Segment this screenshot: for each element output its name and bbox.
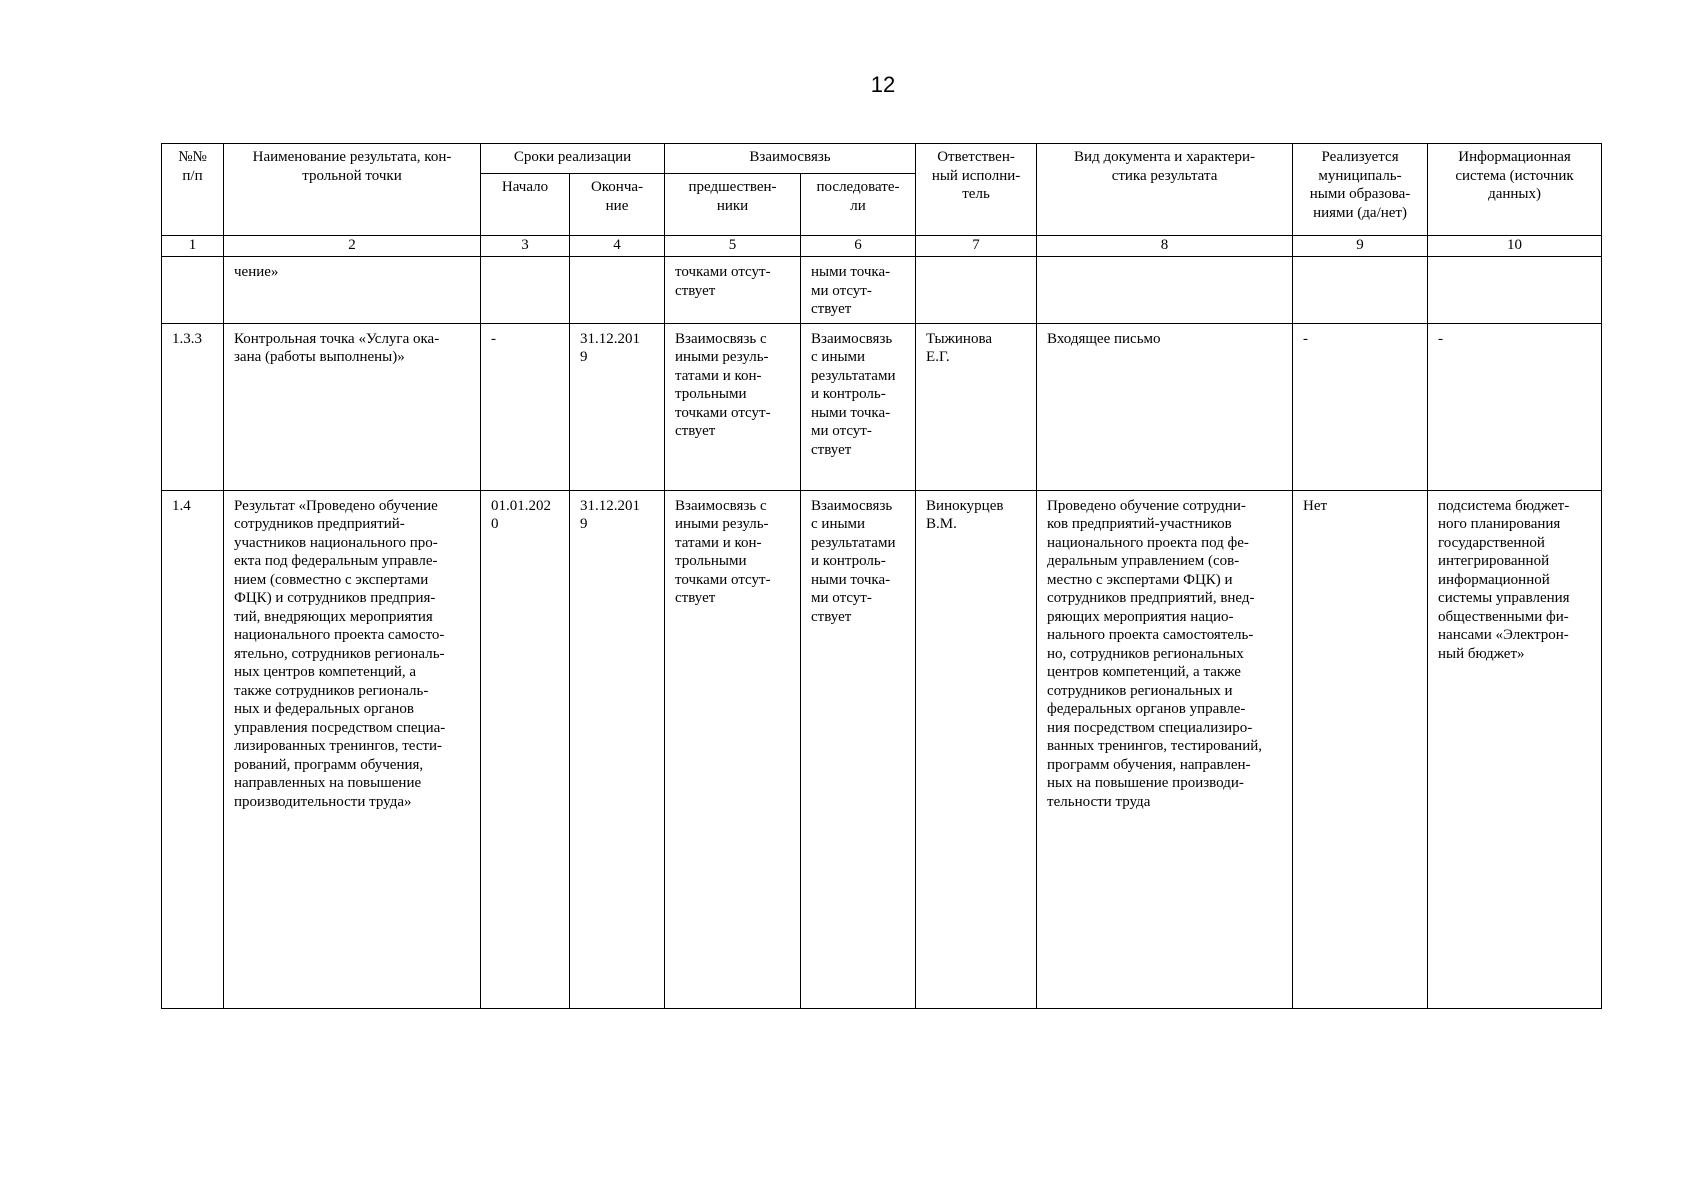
row-info-system (1428, 257, 1602, 324)
header-links-group: Взаимосвязь (665, 144, 916, 174)
row-num: 1.4 (162, 490, 224, 1008)
row-end: 31.12.201 9 (570, 490, 665, 1008)
results-table (161, 143, 1602, 1009)
header-info-system: Информационная система (источник данных) (1428, 144, 1602, 236)
row-name: Результат «Проведено обучение сотрудников предприятий- участников национального про- екта под федеральным управле- нием (совместно с экспертами ФЦК) и сотрудников предприя- тий, внедряющих мероприятия национального проекта самосто- ятельно, сотрудников региональ- ных центров компетенций, а также сотрудников региональ- ных и федеральных органов управления посредством специа- лизированных тренингов, тести- рований, программ обучения, направленных на повышение производительности труда» (224, 490, 481, 1008)
row-start (481, 257, 570, 324)
row-municipal (1293, 257, 1428, 324)
column-number: 4 (570, 236, 665, 257)
row-info-system: подсистема бюджет- ного планирования государственной интегрированной информационной системы управления общественными фи- нансами «Электрон- ный бюджет» (1428, 490, 1602, 1008)
row-predecessors: Взаимосвязь с иными резуль- татами и кон- трольными точками отсут- ствует (665, 490, 801, 1008)
row-responsible (916, 257, 1037, 324)
table-row (162, 490, 1602, 1008)
table-row (162, 323, 1602, 490)
header-successors: последовате- ли (801, 174, 916, 236)
row-document (1037, 257, 1293, 324)
row-municipal: - (1293, 323, 1428, 490)
row-num (162, 257, 224, 324)
row-successors: ными точка- ми отсут- ствует (801, 257, 916, 324)
row-end (570, 257, 665, 324)
row-name: чение» (224, 257, 481, 324)
header-responsible: Ответствен- ный исполни- тель (916, 144, 1037, 236)
header-start: Начало (481, 174, 570, 236)
row-municipal: Нет (1293, 490, 1428, 1008)
header-predecessors: предшествен- ники (665, 174, 801, 236)
column-number: 7 (916, 236, 1037, 257)
column-number-row (162, 236, 1602, 257)
row-end: 31.12.201 9 (570, 323, 665, 490)
row-num: 1.3.3 (162, 323, 224, 490)
row-predecessors: точками отсут- ствует (665, 257, 801, 324)
page-number: 12 (870, 72, 896, 97)
header-end: Оконча- ние (570, 174, 665, 236)
header-municipal: Реализуется муниципаль- ными образова- ниями (да/нет) (1293, 144, 1428, 236)
row-responsible: Винокурцев В.М. (916, 490, 1037, 1008)
column-number: 8 (1037, 236, 1293, 257)
column-number: 1 (162, 236, 224, 257)
row-name: Контрольная точка «Услуга ока- зана (работы выполнены)» (224, 323, 481, 490)
column-number: 10 (1428, 236, 1602, 257)
column-number: 9 (1293, 236, 1428, 257)
row-document: Входящее письмо (1037, 323, 1293, 490)
row-start: 01.01.202 0 (481, 490, 570, 1008)
row-predecessors: Взаимосвязь с иными резуль- татами и кон- трольными точками отсут- ствует (665, 323, 801, 490)
row-responsible: Тыжинова Е.Г. (916, 323, 1037, 490)
row-successors: Взаимосвязь с иными результатами и контроль- ными точка- ми отсут- ствует (801, 323, 916, 490)
table-row (162, 257, 1602, 324)
column-number: 2 (224, 236, 481, 257)
header-terms-group: Сроки реализации (481, 144, 665, 174)
row-info-system: - (1428, 323, 1602, 490)
table-header-row (162, 144, 1602, 174)
column-number: 5 (665, 236, 801, 257)
row-document: Проведено обучение сотрудни- ков предприятий-участников национального проекта под фе- деральным управлением (сов- местно с экспертами ФЦК) и сотрудников предприятий, внед- ряющих мероприятия нацио- нального проекта самостоятель- но, сотрудников региональных центров компетенций, а также сотрудников региональных и федеральных органов управле- ния посредством специализиро- ванных тренингов, тестирований, программ обучения, направлен- ных на повышение производи- тельности труда (1037, 490, 1293, 1008)
header-num: №№ п/п (162, 144, 224, 236)
row-start: - (481, 323, 570, 490)
header-document: Вид документа и характери- стика результата (1037, 144, 1293, 236)
header-name: Наименование результата, кон- трольной точки (224, 144, 481, 236)
column-number: 6 (801, 236, 916, 257)
column-number: 3 (481, 236, 570, 257)
row-successors: Взаимосвязь с иными результатами и контроль- ными точка- ми отсут- ствует (801, 490, 916, 1008)
